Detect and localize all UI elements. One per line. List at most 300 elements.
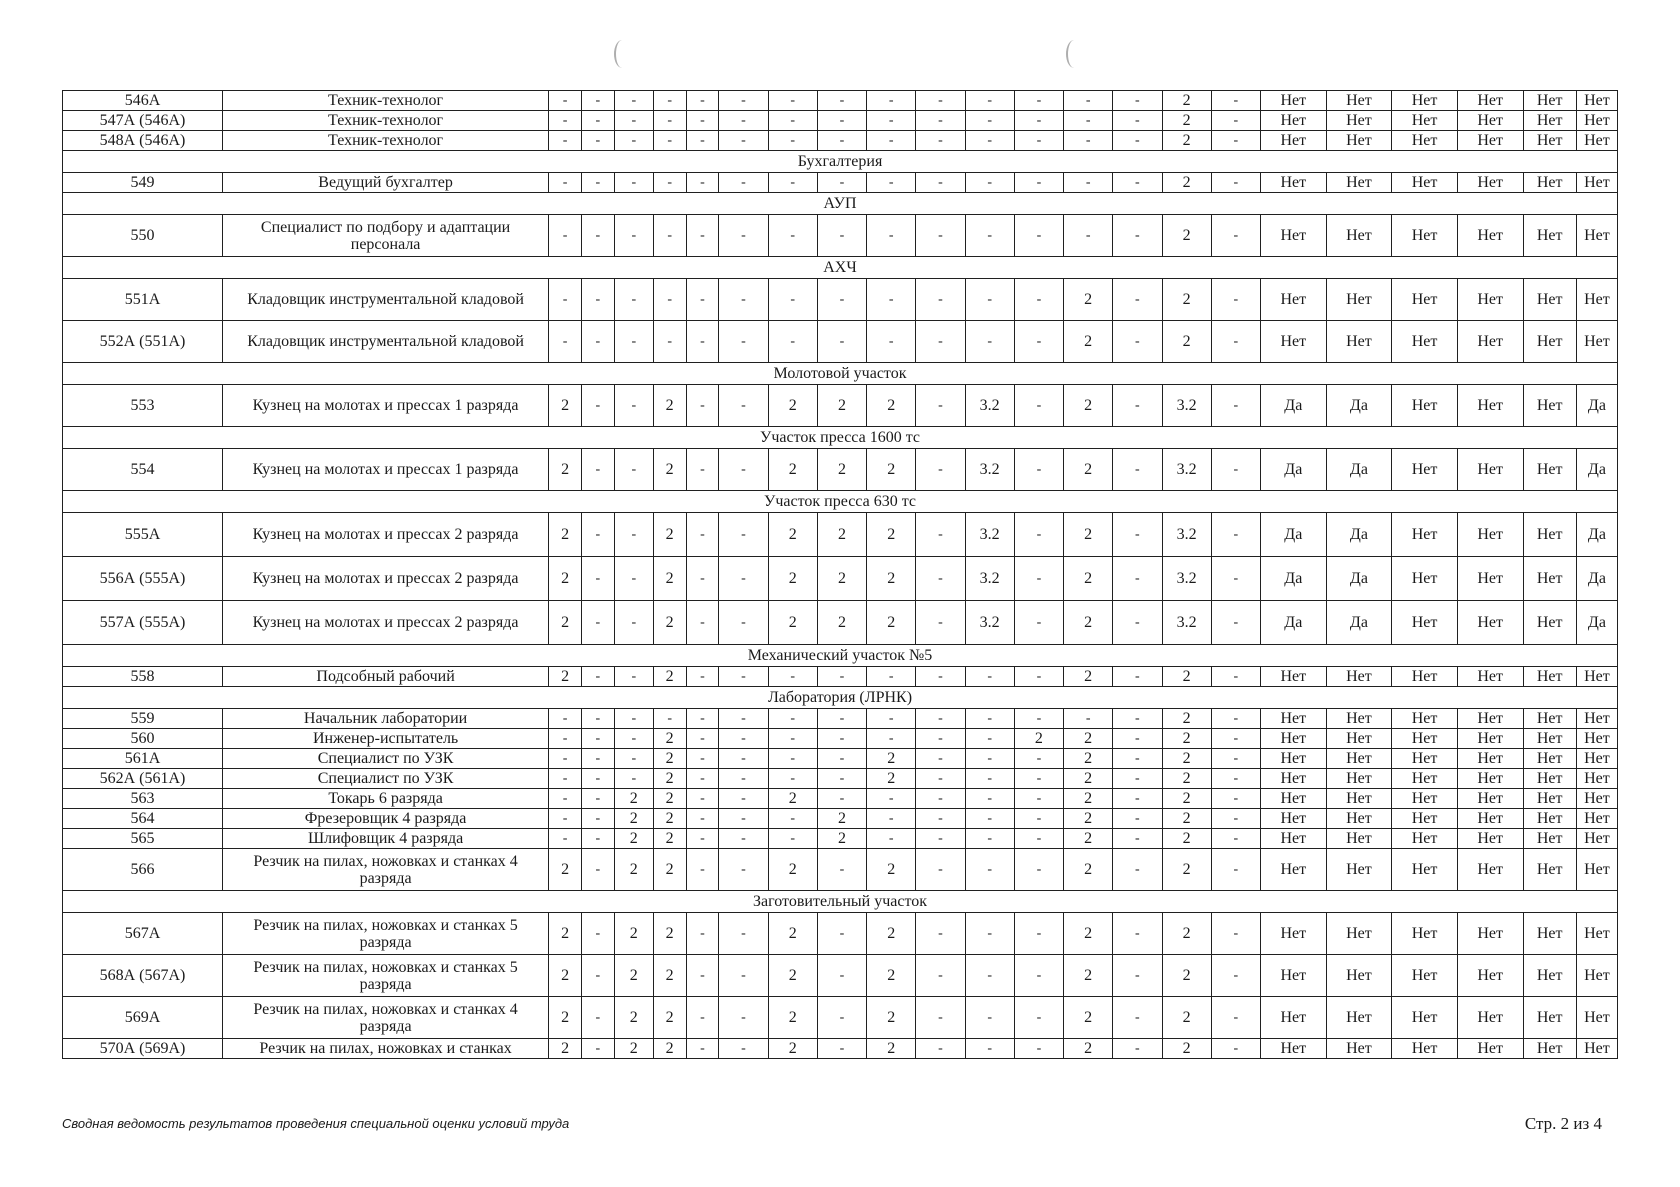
- factor-class-cell: -: [653, 111, 686, 131]
- factor-class-cell: -: [719, 913, 768, 955]
- guarantee-cell: Нет: [1326, 913, 1392, 955]
- section-title: Заготовительный участок: [63, 891, 1618, 913]
- factor-class-cell: 2: [1162, 849, 1211, 891]
- table-row: [63, 279, 1618, 321]
- job-title: Кузнец на молотах и прессах 1 разряда: [223, 449, 549, 491]
- table-row: [63, 513, 1618, 557]
- guarantee-cell: Нет: [1523, 513, 1576, 557]
- factor-class-cell: -: [1113, 215, 1162, 257]
- factor-class-cell: -: [817, 769, 866, 789]
- table-row: [63, 111, 1618, 131]
- factor-class-cell: -: [1014, 111, 1063, 131]
- factor-class-cell: 2: [1064, 789, 1113, 809]
- guarantee-cell: Нет: [1260, 749, 1326, 769]
- guarantee-cell: Нет: [1260, 849, 1326, 891]
- factor-class-cell: -: [867, 279, 916, 321]
- factor-class-cell: -: [867, 709, 916, 729]
- guarantee-cell: Нет: [1260, 111, 1326, 131]
- factor-class-cell: -: [817, 709, 866, 729]
- job-title: Фрезеровщик 4 разряда: [223, 809, 549, 829]
- factor-class-cell: -: [549, 173, 582, 193]
- factor-class-cell: -: [1014, 1039, 1063, 1059]
- guarantee-cell: Нет: [1326, 173, 1392, 193]
- workplace-id: 557А (555А): [63, 601, 223, 645]
- table-row: [63, 215, 1618, 257]
- factor-class-cell: -: [719, 321, 768, 363]
- guarantee-cell: Да: [1260, 449, 1326, 491]
- guarantee-cell: Нет: [1457, 215, 1523, 257]
- factor-class-cell: 3.2: [1162, 385, 1211, 427]
- factor-class-cell: 2: [549, 449, 582, 491]
- factor-class-cell: 2: [817, 809, 866, 829]
- factor-class-cell: -: [916, 321, 965, 363]
- factor-class-cell: 2: [614, 849, 653, 891]
- factor-class-cell: 2: [1162, 829, 1211, 849]
- factor-class-cell: -: [581, 321, 614, 363]
- factor-class-cell: -: [965, 955, 1014, 997]
- guarantee-cell: Нет: [1326, 279, 1392, 321]
- factor-class-cell: 3.2: [1162, 557, 1211, 601]
- job-title: Токарь 6 разряда: [223, 789, 549, 809]
- guarantee-cell: Нет: [1392, 131, 1458, 151]
- factor-class-cell: -: [686, 173, 719, 193]
- guarantee-cell: Нет: [1523, 769, 1576, 789]
- factor-class-cell: -: [817, 111, 866, 131]
- factor-class-cell: -: [549, 215, 582, 257]
- guarantee-cell: Нет: [1260, 91, 1326, 111]
- factor-class-cell: 2: [614, 809, 653, 829]
- guarantee-cell: Да: [1260, 601, 1326, 645]
- factor-class-cell: 2: [1162, 809, 1211, 829]
- guarantee-cell: Нет: [1457, 385, 1523, 427]
- job-title: Кузнец на молотах и прессах 2 разряда: [223, 557, 549, 601]
- guarantee-cell: Нет: [1392, 557, 1458, 601]
- factor-class-cell: 2: [1162, 667, 1211, 687]
- factor-class-cell: -: [614, 667, 653, 687]
- factor-class-cell: 2: [867, 449, 916, 491]
- factor-class-cell: -: [719, 769, 768, 789]
- guarantee-cell: Нет: [1457, 955, 1523, 997]
- factor-class-cell: -: [867, 829, 916, 849]
- guarantee-cell: Нет: [1260, 955, 1326, 997]
- table-row: [63, 557, 1618, 601]
- factor-class-cell: -: [719, 131, 768, 151]
- factor-class-cell: 2: [1162, 321, 1211, 363]
- factor-class-cell: -: [1014, 385, 1063, 427]
- factor-class-cell: -: [719, 449, 768, 491]
- guarantee-cell: Да: [1576, 557, 1617, 601]
- factor-class-cell: -: [1014, 601, 1063, 645]
- factor-class-cell: 3.2: [1162, 449, 1211, 491]
- factor-class-cell: 2: [1064, 849, 1113, 891]
- guarantee-cell: Нет: [1392, 769, 1458, 789]
- table-row: [63, 1039, 1618, 1059]
- factor-class-cell: -: [614, 557, 653, 601]
- workplace-id: 565: [63, 829, 223, 849]
- table-row: [63, 955, 1618, 997]
- factor-class-cell: 2: [653, 955, 686, 997]
- factor-class-cell: 2: [1162, 279, 1211, 321]
- section-header-row: [63, 151, 1618, 173]
- factor-class-cell: -: [1113, 557, 1162, 601]
- job-title: Инженер-испытатель: [223, 729, 549, 749]
- guarantee-cell: Нет: [1523, 709, 1576, 729]
- factor-class-cell: 2: [653, 449, 686, 491]
- factor-class-cell: -: [867, 321, 916, 363]
- guarantee-cell: Нет: [1457, 809, 1523, 829]
- workplace-id: 563: [63, 789, 223, 809]
- factor-class-cell: -: [581, 279, 614, 321]
- factor-class-cell: -: [549, 321, 582, 363]
- factor-class-cell: -: [1014, 557, 1063, 601]
- factor-class-cell: -: [581, 173, 614, 193]
- factor-class-cell: -: [614, 111, 653, 131]
- factor-class-cell: -: [867, 131, 916, 151]
- factor-class-cell: -: [653, 321, 686, 363]
- factor-class-cell: 2: [1064, 667, 1113, 687]
- factor-class-cell: -: [581, 449, 614, 491]
- factor-class-cell: -: [1064, 111, 1113, 131]
- factor-class-cell: -: [817, 279, 866, 321]
- table-row: [63, 91, 1618, 111]
- job-title: Специалист по УЗК: [223, 769, 549, 789]
- factor-class-cell: -: [1064, 173, 1113, 193]
- factor-class-cell: -: [653, 279, 686, 321]
- factor-class-cell: -: [1113, 131, 1162, 151]
- factor-class-cell: 2: [768, 849, 817, 891]
- guarantee-cell: Да: [1260, 513, 1326, 557]
- factor-class-cell: -: [1113, 729, 1162, 749]
- factor-class-cell: -: [768, 321, 817, 363]
- guarantee-cell: Нет: [1326, 769, 1392, 789]
- factor-class-cell: -: [1211, 449, 1260, 491]
- factor-class-cell: -: [1113, 849, 1162, 891]
- guarantee-cell: Нет: [1576, 955, 1617, 997]
- factor-class-cell: -: [916, 513, 965, 557]
- workplace-id: 560: [63, 729, 223, 749]
- factor-class-cell: -: [1211, 809, 1260, 829]
- factor-class-cell: -: [1211, 385, 1260, 427]
- factor-class-cell: -: [614, 769, 653, 789]
- guarantee-cell: Нет: [1392, 321, 1458, 363]
- table-row: [63, 667, 1618, 687]
- section-title: Участок пресса 630 тс: [63, 491, 1618, 513]
- factor-class-cell: -: [719, 709, 768, 729]
- factor-class-cell: -: [916, 449, 965, 491]
- workplace-id: 566: [63, 849, 223, 891]
- factor-class-cell: 2: [653, 913, 686, 955]
- guarantee-cell: Нет: [1260, 829, 1326, 849]
- factor-class-cell: 2: [1064, 913, 1113, 955]
- factor-class-cell: -: [965, 667, 1014, 687]
- factor-class-cell: -: [653, 173, 686, 193]
- factor-class-cell: -: [581, 769, 614, 789]
- guarantee-cell: Нет: [1523, 111, 1576, 131]
- factor-class-cell: -: [1211, 789, 1260, 809]
- factor-class-cell: -: [581, 385, 614, 427]
- factor-class-cell: 2: [549, 997, 582, 1039]
- factor-class-cell: -: [719, 749, 768, 769]
- factor-class-cell: -: [1113, 997, 1162, 1039]
- factor-class-cell: -: [581, 709, 614, 729]
- factor-class-cell: -: [817, 849, 866, 891]
- factor-class-cell: -: [1014, 809, 1063, 829]
- factor-class-cell: -: [1113, 809, 1162, 829]
- factor-class-cell: -: [768, 279, 817, 321]
- factor-class-cell: -: [916, 557, 965, 601]
- workplace-id: 561А: [63, 749, 223, 769]
- factor-class-cell: -: [686, 513, 719, 557]
- factor-class-cell: -: [768, 729, 817, 749]
- table-row: [63, 829, 1618, 849]
- factor-class-cell: -: [965, 215, 1014, 257]
- guarantee-cell: Нет: [1576, 789, 1617, 809]
- factor-class-cell: -: [1014, 91, 1063, 111]
- guarantee-cell: Нет: [1326, 849, 1392, 891]
- workplace-id: 550: [63, 215, 223, 257]
- factor-class-cell: -: [817, 173, 866, 193]
- table-body: [63, 91, 1618, 1059]
- guarantee-cell: Нет: [1326, 955, 1392, 997]
- factor-class-cell: -: [614, 321, 653, 363]
- factor-class-cell: 2: [867, 997, 916, 1039]
- factor-class-cell: -: [1211, 955, 1260, 997]
- factor-class-cell: -: [1113, 913, 1162, 955]
- factor-class-cell: 2: [653, 667, 686, 687]
- factor-class-cell: 2: [1162, 997, 1211, 1039]
- factor-class-cell: 3.2: [965, 601, 1014, 645]
- factor-class-cell: -: [1014, 173, 1063, 193]
- factor-class-cell: -: [817, 913, 866, 955]
- factor-class-cell: 2: [867, 955, 916, 997]
- factor-class-cell: 2: [1064, 997, 1113, 1039]
- factor-class-cell: -: [549, 829, 582, 849]
- factor-class-cell: -: [768, 667, 817, 687]
- guarantee-cell: Нет: [1326, 789, 1392, 809]
- job-title: Резчик на пилах, ножовках и станках: [223, 1039, 549, 1059]
- factor-class-cell: -: [719, 667, 768, 687]
- workplace-id: 556А (555А): [63, 557, 223, 601]
- factor-class-cell: -: [965, 709, 1014, 729]
- factor-class-cell: -: [1211, 749, 1260, 769]
- guarantee-cell: Нет: [1326, 829, 1392, 849]
- factor-class-cell: 2: [1064, 385, 1113, 427]
- factor-class-cell: 2: [817, 829, 866, 849]
- factor-class-cell: 2: [653, 829, 686, 849]
- factor-class-cell: 2: [653, 729, 686, 749]
- factor-class-cell: 2: [1162, 955, 1211, 997]
- guarantee-cell: Нет: [1326, 729, 1392, 749]
- factor-class-cell: -: [1211, 667, 1260, 687]
- guarantee-cell: Нет: [1260, 769, 1326, 789]
- guarantee-cell: Нет: [1523, 1039, 1576, 1059]
- factor-class-cell: 2: [1064, 769, 1113, 789]
- table-row: [63, 997, 1618, 1039]
- factor-class-cell: -: [581, 789, 614, 809]
- workplace-id: 548А (546А): [63, 131, 223, 151]
- guarantee-cell: Нет: [1457, 997, 1523, 1039]
- table-row: [63, 809, 1618, 829]
- factor-class-cell: -: [549, 769, 582, 789]
- section-header-row: [63, 891, 1618, 913]
- guarantee-cell: Нет: [1260, 729, 1326, 749]
- factor-class-cell: -: [581, 849, 614, 891]
- job-title: Кладовщик инструментальной кладовой: [223, 279, 549, 321]
- factor-class-cell: -: [817, 997, 866, 1039]
- factor-class-cell: -: [549, 91, 582, 111]
- factor-class-cell: -: [719, 601, 768, 645]
- factor-class-cell: 2: [653, 601, 686, 645]
- footer-note: Сводная ведомость результатов проведения специальной оценки условий труда: [62, 1116, 570, 1131]
- guarantee-cell: Нет: [1523, 955, 1576, 997]
- factor-class-cell: -: [686, 321, 719, 363]
- factor-class-cell: 2: [768, 385, 817, 427]
- factor-class-cell: -: [817, 1039, 866, 1059]
- section-header-row: [63, 645, 1618, 667]
- factor-class-cell: 3.2: [965, 449, 1014, 491]
- job-title: Резчик на пилах, ножовках и станках 4 разряда: [223, 849, 549, 891]
- guarantee-cell: Нет: [1523, 789, 1576, 809]
- factor-class-cell: 2: [653, 789, 686, 809]
- table-row: [63, 709, 1618, 729]
- factor-class-cell: -: [581, 729, 614, 749]
- job-title: Техник-технолог: [223, 111, 549, 131]
- factor-class-cell: -: [549, 709, 582, 729]
- factor-class-cell: -: [581, 557, 614, 601]
- factor-class-cell: 2: [867, 385, 916, 427]
- factor-class-cell: -: [1211, 729, 1260, 749]
- factor-class-cell: -: [965, 829, 1014, 849]
- factor-class-cell: -: [1211, 557, 1260, 601]
- factor-class-cell: -: [1211, 829, 1260, 849]
- factor-class-cell: 3.2: [965, 385, 1014, 427]
- factor-class-cell: -: [1211, 173, 1260, 193]
- factor-class-cell: 2: [768, 913, 817, 955]
- factor-class-cell: -: [817, 667, 866, 687]
- factor-class-cell: 2: [768, 1039, 817, 1059]
- factor-class-cell: 2: [1064, 1039, 1113, 1059]
- factor-class-cell: -: [686, 997, 719, 1039]
- job-title: Шлифовщик 4 разряда: [223, 829, 549, 849]
- factor-class-cell: -: [719, 513, 768, 557]
- factor-class-cell: -: [916, 173, 965, 193]
- guarantee-cell: Да: [1326, 513, 1392, 557]
- guarantee-cell: Нет: [1457, 173, 1523, 193]
- section-header-row: [63, 491, 1618, 513]
- guarantee-cell: Нет: [1457, 913, 1523, 955]
- factor-class-cell: -: [686, 601, 719, 645]
- factor-class-cell: -: [1211, 279, 1260, 321]
- workplace-id: 562А (561А): [63, 769, 223, 789]
- factor-class-cell: -: [1014, 215, 1063, 257]
- job-title: Кузнец на молотах и прессах 2 разряда: [223, 513, 549, 557]
- factor-class-cell: 2: [653, 1039, 686, 1059]
- factor-class-cell: 2: [768, 557, 817, 601]
- factor-class-cell: -: [1113, 449, 1162, 491]
- factor-class-cell: 2: [614, 955, 653, 997]
- guarantee-cell: Нет: [1392, 111, 1458, 131]
- factor-class-cell: -: [965, 809, 1014, 829]
- guarantee-cell: Да: [1260, 557, 1326, 601]
- factor-class-cell: -: [549, 729, 582, 749]
- workplace-id: 555А: [63, 513, 223, 557]
- guarantee-cell: Нет: [1576, 809, 1617, 829]
- factor-class-cell: 2: [653, 769, 686, 789]
- workplace-id: 570А (569А): [63, 1039, 223, 1059]
- factor-class-cell: -: [1211, 91, 1260, 111]
- factor-class-cell: -: [1113, 789, 1162, 809]
- guarantee-cell: Нет: [1457, 667, 1523, 687]
- factor-class-cell: -: [686, 279, 719, 321]
- factor-class-cell: -: [867, 789, 916, 809]
- section-header-row: [63, 363, 1618, 385]
- factor-class-cell: 2: [867, 849, 916, 891]
- factor-class-cell: -: [1014, 667, 1063, 687]
- punch-hole-mark-right: [1066, 40, 1082, 68]
- assessment-results-table: [62, 90, 1618, 1059]
- factor-class-cell: -: [817, 749, 866, 769]
- factor-class-cell: -: [581, 91, 614, 111]
- factor-class-cell: -: [719, 91, 768, 111]
- guarantee-cell: Нет: [1392, 749, 1458, 769]
- factor-class-cell: -: [1211, 769, 1260, 789]
- factor-class-cell: -: [916, 849, 965, 891]
- guarantee-cell: Нет: [1326, 809, 1392, 829]
- job-title: Кузнец на молотах и прессах 1 разряда: [223, 385, 549, 427]
- factor-class-cell: 2: [549, 849, 582, 891]
- guarantee-cell: Нет: [1576, 173, 1617, 193]
- factor-class-cell: -: [965, 769, 1014, 789]
- factor-class-cell: -: [686, 749, 719, 769]
- factor-class-cell: 2: [653, 749, 686, 769]
- workplace-id: 559: [63, 709, 223, 729]
- factor-class-cell: 2: [614, 789, 653, 809]
- factor-class-cell: -: [965, 131, 1014, 151]
- factor-class-cell: -: [581, 809, 614, 829]
- factor-class-cell: -: [719, 279, 768, 321]
- factor-class-cell: -: [965, 1039, 1014, 1059]
- factor-class-cell: 2: [1162, 913, 1211, 955]
- guarantee-cell: Нет: [1457, 513, 1523, 557]
- factor-class-cell: -: [1211, 1039, 1260, 1059]
- factor-class-cell: 2: [768, 513, 817, 557]
- factor-class-cell: -: [686, 111, 719, 131]
- guarantee-cell: Нет: [1576, 91, 1617, 111]
- factor-class-cell: -: [686, 557, 719, 601]
- factor-class-cell: 2: [1162, 215, 1211, 257]
- factor-class-cell: -: [614, 173, 653, 193]
- factor-class-cell: -: [768, 749, 817, 769]
- guarantee-cell: Нет: [1523, 829, 1576, 849]
- factor-class-cell: 2: [653, 557, 686, 601]
- factor-class-cell: 2: [867, 913, 916, 955]
- factor-class-cell: -: [614, 729, 653, 749]
- factor-class-cell: -: [916, 829, 965, 849]
- guarantee-cell: Нет: [1260, 215, 1326, 257]
- factor-class-cell: -: [965, 91, 1014, 111]
- job-title: Специалист по УЗК: [223, 749, 549, 769]
- factor-class-cell: -: [1113, 667, 1162, 687]
- section-title: АХЧ: [63, 257, 1618, 279]
- factor-class-cell: 2: [1162, 729, 1211, 749]
- factor-class-cell: 2: [768, 449, 817, 491]
- workplace-id: 546А: [63, 91, 223, 111]
- factor-class-cell: -: [768, 769, 817, 789]
- factor-class-cell: -: [867, 667, 916, 687]
- factor-class-cell: -: [768, 809, 817, 829]
- factor-class-cell: -: [1113, 769, 1162, 789]
- factor-class-cell: -: [1014, 279, 1063, 321]
